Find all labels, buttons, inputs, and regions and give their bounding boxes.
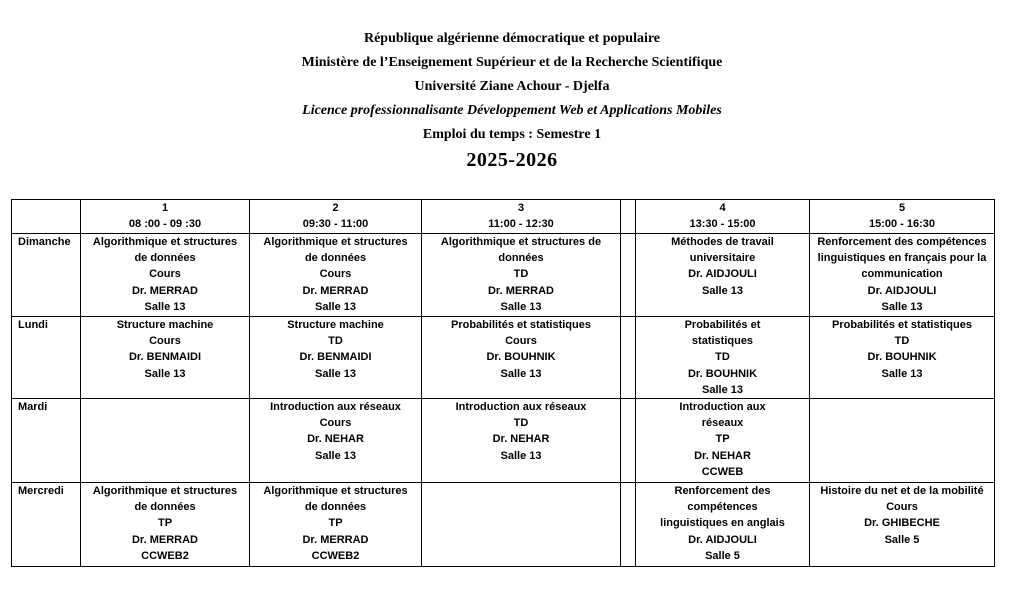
cell-line: données bbox=[498, 252, 544, 265]
cell-line: Dr. AIDJOULI bbox=[688, 268, 757, 281]
cell-line: Introduction aux réseaux bbox=[270, 401, 401, 414]
header-program: Licence professionnalisante Développement Web et Applications Mobiles bbox=[302, 103, 722, 118]
slot-header-4 bbox=[636, 200, 810, 234]
course-cell bbox=[810, 234, 995, 317]
slot-time: 15:00 - 16:30 bbox=[868, 218, 936, 231]
lunch-break-gap bbox=[621, 483, 636, 567]
lunch-break-gap bbox=[621, 234, 636, 317]
cell-line: Dr. BENMAIDI bbox=[299, 351, 372, 364]
course-cell bbox=[422, 317, 621, 399]
cell-line: CCWEB2 bbox=[311, 549, 360, 562]
day-label: Lundi bbox=[12, 317, 81, 399]
slot-time: 08 :00 - 09 :30 bbox=[128, 218, 202, 231]
slot-number: 2 bbox=[332, 202, 339, 214]
cell-line: Introduction aux réseaux bbox=[455, 401, 587, 414]
cell-line: CCWEB2 bbox=[141, 549, 189, 562]
cell-line: réseaux bbox=[701, 417, 744, 430]
cell-line: Dr. NEHAR bbox=[307, 433, 364, 446]
cell-line: Renforcement des compétences bbox=[817, 236, 987, 248]
course-cell bbox=[810, 317, 995, 399]
course-cell bbox=[250, 317, 422, 399]
corner-cell bbox=[12, 200, 81, 234]
day-row-dimanche bbox=[12, 234, 995, 317]
lunch-break-gap bbox=[621, 200, 636, 234]
cell-line: Renforcement des bbox=[674, 485, 771, 498]
cell-line: Salle 13 bbox=[315, 449, 356, 462]
cell-line: TD bbox=[894, 335, 910, 348]
cell-line: Structure machine bbox=[287, 319, 384, 331]
lunch-break-gap bbox=[621, 399, 636, 483]
cell-line: Salle 13 bbox=[144, 367, 186, 380]
cell-line: communication bbox=[861, 268, 943, 281]
course-cell bbox=[81, 399, 250, 483]
course-cell bbox=[422, 483, 621, 567]
cell-line: Dr. MERRAD bbox=[302, 284, 369, 297]
header-academic-year: 2025-2026 bbox=[466, 149, 558, 171]
cell-line: Dr. MERRAD bbox=[302, 533, 369, 546]
cell-line: Salle 13 bbox=[881, 300, 923, 313]
cell-line: Dr. BOUHNIK bbox=[687, 367, 758, 380]
slot-number: 3 bbox=[517, 202, 525, 214]
cell-line: Cours bbox=[149, 268, 181, 281]
cell-line: de données bbox=[304, 501, 367, 514]
cell-line: Algorithmique et structures de bbox=[440, 236, 602, 248]
cell-line: Probabilités et bbox=[684, 319, 761, 331]
slot-header-1 bbox=[81, 200, 250, 234]
cell-line: CCWEB bbox=[701, 465, 744, 478]
cell-line: de données bbox=[304, 252, 367, 265]
cell-line: Salle 13 bbox=[702, 284, 743, 297]
cell-line: Dr. NEHAR bbox=[492, 433, 550, 446]
cell-line: Dr. MERRAD bbox=[131, 533, 198, 546]
cell-line: Probabilités et statistiques bbox=[451, 319, 591, 331]
cell-line: linguistiques en français pour la bbox=[817, 252, 987, 265]
cell-line: Cours bbox=[505, 335, 537, 348]
cell-line: Introduction aux bbox=[679, 401, 766, 414]
cell-line: Salle 13 bbox=[315, 300, 356, 313]
cell-line: Salle 13 bbox=[702, 383, 743, 396]
slot-header-3 bbox=[422, 200, 621, 234]
cell-line: linguistiques en anglais bbox=[660, 517, 785, 530]
cell-line: Dr. MERRAD bbox=[131, 284, 198, 297]
cell-line: Dr. AIDJOULI bbox=[867, 284, 937, 297]
timetable-header-row bbox=[12, 200, 995, 234]
timetable bbox=[11, 199, 995, 567]
cell-line: Structure machine bbox=[116, 319, 214, 331]
cell-line: Salle 13 bbox=[315, 367, 356, 380]
header-ministry: Ministère de l’Enseignement Supérieur et de la Recherche Scientifique bbox=[301, 55, 723, 70]
day-label: Mercredi bbox=[12, 483, 81, 567]
cell-line: TD bbox=[328, 335, 343, 348]
course-cell bbox=[81, 317, 250, 399]
header-university: Université Ziane Achour - Djelfa bbox=[414, 79, 610, 94]
cell-line: Dr. BENMAIDI bbox=[128, 351, 202, 364]
day-row-mercredi bbox=[12, 483, 995, 567]
course-cell bbox=[636, 399, 810, 483]
course-cell bbox=[636, 483, 810, 567]
cell-line: Méthodes de travail bbox=[671, 236, 774, 248]
course-cell bbox=[810, 399, 995, 483]
course-cell bbox=[636, 317, 810, 399]
cell-line: Dr. NEHAR bbox=[694, 449, 751, 462]
slot-time: 11:00 - 12:30 bbox=[488, 218, 554, 231]
cell-line: universitaire bbox=[689, 252, 756, 265]
cell-line: compétences bbox=[687, 501, 758, 514]
cell-line: Dr. BOUHNIK bbox=[486, 351, 556, 364]
cell-line: Histoire du net et de la mobilité bbox=[820, 485, 984, 498]
cell-line: Salle 5 bbox=[884, 533, 920, 546]
cell-line: TP bbox=[328, 517, 343, 530]
cell-line: Cours bbox=[319, 268, 352, 281]
slot-time: 09:30 - 11:00 bbox=[302, 218, 369, 231]
cell-line: Algorithmique et structures bbox=[263, 236, 408, 248]
cell-line: Salle 13 bbox=[500, 300, 542, 313]
cell-line: Algorithmique et structures bbox=[92, 236, 238, 248]
cell-line: Salle 13 bbox=[500, 449, 542, 462]
cell-line: Algorithmique et structures bbox=[92, 485, 238, 498]
cell-line: TP bbox=[715, 433, 730, 446]
course-cell bbox=[636, 234, 810, 317]
course-cell bbox=[250, 399, 422, 483]
course-cell bbox=[81, 483, 250, 567]
day-label: Mardi bbox=[12, 399, 81, 483]
lunch-break-gap bbox=[621, 317, 636, 399]
cell-line: TD bbox=[715, 351, 730, 364]
course-cell bbox=[422, 399, 621, 483]
cell-line: Cours bbox=[886, 501, 918, 514]
slot-number: 5 bbox=[898, 202, 906, 214]
header-republic: République algérienne démocratique et populaire bbox=[363, 31, 661, 46]
course-cell bbox=[250, 234, 422, 317]
cell-line: statistiques bbox=[691, 335, 754, 348]
slot-number: 4 bbox=[719, 202, 726, 214]
cell-line: Probabilités et statistiques bbox=[832, 319, 972, 331]
day-row-lundi bbox=[12, 317, 995, 399]
cell-line: Dr. AIDJOULI bbox=[688, 533, 757, 546]
slot-number: 1 bbox=[161, 202, 169, 214]
cell-line: Cours bbox=[319, 417, 352, 430]
cell-line: Salle 13 bbox=[500, 367, 542, 380]
cell-line: Dr. MERRAD bbox=[487, 284, 554, 297]
cell-line: Salle 5 bbox=[705, 549, 740, 562]
cell-line: de données bbox=[134, 252, 196, 265]
day-label: Dimanche bbox=[12, 234, 81, 317]
cell-line: TD bbox=[513, 268, 529, 281]
cell-line: Dr. GHIBECHE bbox=[864, 517, 940, 530]
cell-line: Cours bbox=[149, 335, 181, 348]
header-schedule-title: Emploi du temps : Semestre 1 bbox=[422, 127, 602, 142]
slot-header-5 bbox=[810, 200, 995, 234]
day-row-mardi bbox=[12, 399, 995, 483]
course-cell bbox=[81, 234, 250, 317]
document-header bbox=[0, 0, 1024, 171]
cell-line: Salle 13 bbox=[144, 300, 186, 313]
course-cell bbox=[250, 483, 422, 567]
cell-line: de données bbox=[134, 501, 196, 514]
slot-time: 13:30 - 15:00 bbox=[689, 218, 756, 231]
course-cell bbox=[422, 234, 621, 317]
slot-header-2 bbox=[250, 200, 422, 234]
cell-line: Salle 13 bbox=[881, 367, 923, 380]
cell-line: TD bbox=[513, 417, 529, 430]
cell-line: Algorithmique et structures bbox=[263, 485, 408, 498]
cell-line: TP bbox=[157, 517, 173, 530]
cell-line: Dr. BOUHNIK bbox=[867, 351, 937, 364]
course-cell bbox=[810, 483, 995, 567]
